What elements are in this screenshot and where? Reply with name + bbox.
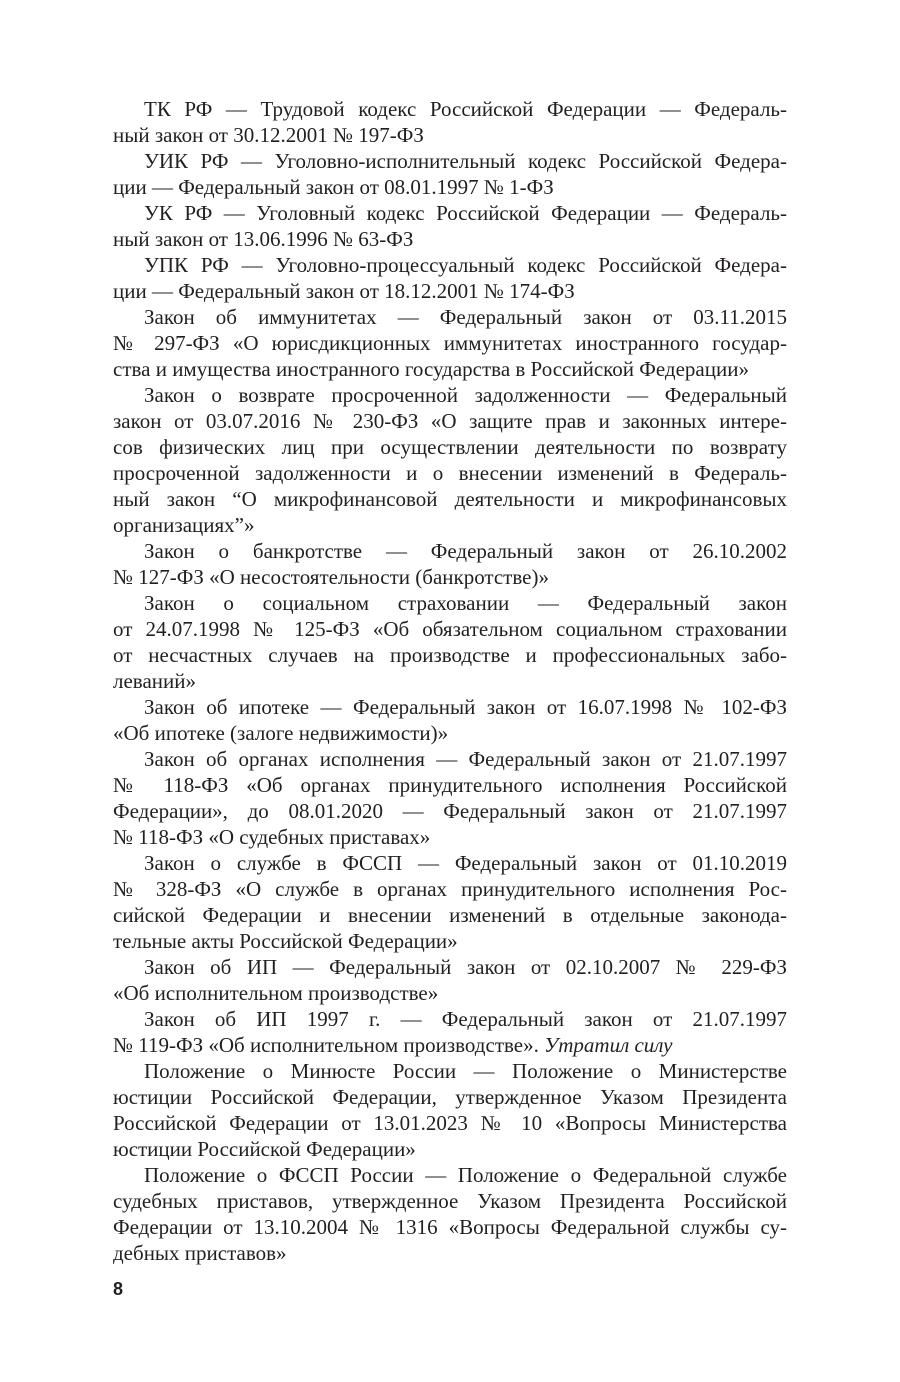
entry-line: ции — Федеральный закон от 08.01.1997 № 1-ФЗ xyxy=(113,175,554,199)
entry-line: Закон об ИП — Федеральный закон от 02.10.2007 № 229-ФЗ xyxy=(144,955,787,979)
entry-line: организациях”» xyxy=(113,513,255,537)
entry-line: ции — Федеральный закон от 18.12.2001 № 174-ФЗ xyxy=(113,279,575,303)
entry-line: № 127-ФЗ «О несостоятельности (банкротстве)» xyxy=(113,565,549,589)
entry-line: ный закон “О микрофинансовой деятельности и микрофинансовых xyxy=(113,487,787,511)
entry-line: Положение о ФССП России — Положение о Федеральной службе xyxy=(144,1163,787,1187)
entry-line: сов физических лиц при осуществлении деятельности по возврату xyxy=(113,435,787,459)
entry-line: № 118-ФЗ «О судебных приставах» xyxy=(113,825,431,849)
entry-line: юстиции Российской Федерации, утвержденное Указом Президента xyxy=(113,1085,787,1109)
abbreviation-entry xyxy=(113,954,787,1006)
entry-line xyxy=(113,1032,787,1058)
abbreviation-entry xyxy=(113,538,787,590)
abbreviation-entry xyxy=(113,1058,787,1162)
entry-line: Закон об иммунитетах — Федеральный закон от 03.11.2015 xyxy=(144,305,787,329)
entry-line: дебных приставов» xyxy=(113,1241,287,1265)
entry-line: от 24.07.1998 № 125-ФЗ «Об обязательном социальном страховании xyxy=(113,617,787,641)
abbreviation-entry xyxy=(113,1006,787,1058)
abbreviation-entry xyxy=(113,304,787,382)
abbreviation-entry xyxy=(113,200,787,252)
entry-line: № 297-ФЗ «О юрисдикционных иммунитетах иностранного государ- xyxy=(113,331,787,355)
entry-line: леваний» xyxy=(113,669,196,693)
entry-line: Закон об органах исполнения — Федеральный закон от 21.07.1997 xyxy=(144,747,787,771)
abbreviation-entry xyxy=(113,148,787,200)
abbreviation-entry xyxy=(113,382,787,538)
entry-line: просроченной задолженности и о внесении изменений в Федераль- xyxy=(113,461,787,485)
abbreviation-entry xyxy=(113,694,787,746)
entry-line: от несчастных случаев на производстве и профессиональных забо- xyxy=(113,643,787,667)
entry-line: Закон о возврате просроченной задолженности — Федеральный xyxy=(144,383,787,407)
entry-line: юстиции Российской Федерации» xyxy=(113,1137,416,1161)
entry-line: ТК РФ — Трудовой кодекс Российской Федерации — Федераль- xyxy=(144,97,787,121)
entry-line: ства и имущества иностранного государства в Российской Федерации» xyxy=(113,357,749,381)
abbreviation-entry xyxy=(113,1162,787,1266)
entry-line: Закон о социальном страховании — Федеральный закон xyxy=(144,591,787,615)
entry-line-text: № 119-ФЗ «Об исполнительном производстве». xyxy=(113,1033,539,1057)
entry-line: № 118-ФЗ «Об органах принудительного исполнения Российской xyxy=(113,773,787,797)
entry-line: «Об ипотеке (залоге недвижимости)» xyxy=(113,721,449,745)
entry-line: закон от 03.07.2016 № 230-ФЗ «О защите прав и законных интере- xyxy=(113,409,787,433)
abbreviation-entry xyxy=(113,96,787,148)
abbreviation-entry xyxy=(113,252,787,304)
entry-line: УИК РФ — Уголовно-исполнительный кодекс Российской Федера- xyxy=(144,149,787,173)
entry-status-note: Утратил силу xyxy=(544,1033,673,1057)
entry-line: УК РФ — Уголовный кодекс Российской Федерации — Федераль- xyxy=(144,201,787,225)
entry-line: Российской Федерации от 13.01.2023 № 10 «Вопросы Министерства xyxy=(113,1111,787,1135)
entry-line: «Об исполнительном производстве» xyxy=(113,981,439,1005)
abbreviation-entry xyxy=(113,850,787,954)
entry-line: Положение о Минюсте России — Положение о Министерстве xyxy=(144,1059,787,1083)
entry-line: Закон о службе в ФССП — Федеральный закон от 01.10.2019 xyxy=(144,851,787,875)
entry-line: судебных приставов, утвержденное Указом Президента Российской xyxy=(113,1189,787,1213)
entry-line: № 328-ФЗ «О службе в органах принудительного исполнения Рос- xyxy=(113,877,787,901)
abbreviations-list xyxy=(113,96,787,1266)
entry-line: УПК РФ — Уголовно-процессуальный кодекс Российской Федера- xyxy=(144,253,787,277)
entry-line: Закон о банкротстве — Федеральный закон от 26.10.2002 xyxy=(144,539,787,563)
entry-line: ный закон от 13.06.1996 № 63-ФЗ xyxy=(113,227,414,251)
entry-line: Федерации от 13.10.2004 № 1316 «Вопросы Федеральной службы су- xyxy=(113,1215,787,1239)
entry-line: тельные акты Российской Федерации» xyxy=(113,929,458,953)
entry-line: Федерации», до 08.01.2020 — Федеральный закон от 21.07.1997 xyxy=(113,799,787,823)
entry-line: ный закон от 30.12.2001 № 197-ФЗ xyxy=(113,123,424,147)
page-number: 8 xyxy=(113,1279,124,1299)
abbreviation-entry xyxy=(113,746,787,850)
entry-line: Закон об ипотеке — Федеральный закон от 16.07.1998 № 102-ФЗ xyxy=(144,695,787,719)
abbreviation-entry xyxy=(113,590,787,694)
entry-line: Закон об ИП 1997 г. — Федеральный закон от 21.07.1997 xyxy=(144,1007,787,1031)
entry-line: сийской Федерации и внесении изменений в отдельные законода- xyxy=(113,903,787,927)
